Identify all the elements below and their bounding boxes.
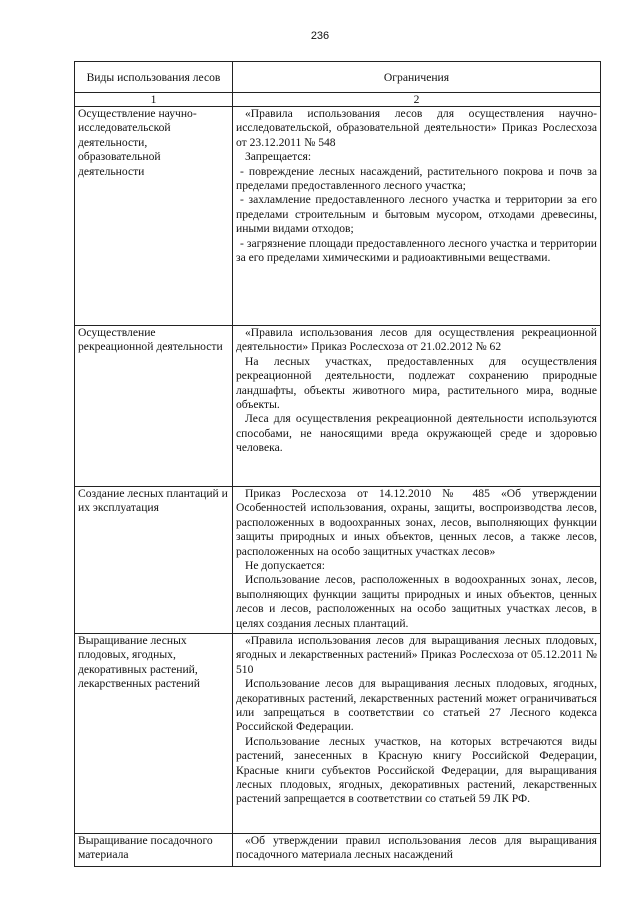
column-number-2: 2	[233, 93, 601, 107]
restriction-paragraph: Не допускается:	[245, 559, 325, 573]
page-number: 236	[310, 30, 330, 42]
restriction-cell	[233, 326, 601, 487]
restriction-paragraph: Использование лесов для выращивания лесных плодовых, ягодных, декоративных растений, лекарственных растений может ограничиваться или запрещаться в соответствии со статьей 27 Лесного кодекса Российской Федерации.	[236, 677, 597, 734]
table-row	[75, 107, 601, 326]
restriction-paragraph: Использование лесных участков, на которых встречаются виды растений, занесенных в Красную книгу Российской Федерации, Красные книги субъектов Российской Федерации, для выращивания лесных плодовых, ягодных, декоративных растений, лекарственных растений запрещается в соответствии со статьей 59 ЛК РФ.	[236, 734, 597, 806]
restriction-paragraph: Запрещается:	[245, 150, 312, 164]
restriction-paragraph: «Правила использования лесов для выращивания лесных плодовых, ягодных и лекарственных растений» Приказ Рослесхоза от 05.12.2011 № 510	[236, 634, 597, 676]
restriction-cell	[233, 834, 601, 867]
restriction-paragraph: «Правила использования лесов для осуществления научно-исследовательской, образовательной деятельности» Приказ Рослесхоза от 23.12.2011 № 548	[236, 107, 597, 149]
restriction-paragraph: Леса для осуществления рекреационной деятельности используются способами, не наносящими вреда окружающей среде и здоровью человека.	[236, 412, 597, 455]
use-type-cell: Осуществление научно-исследовательской деятельности, образовательной деятельности	[75, 107, 233, 326]
use-type-cell: Выращивание посадочного материала	[75, 834, 233, 867]
forest-use-restrictions-table	[74, 61, 601, 867]
column-number-row	[75, 93, 601, 107]
restriction-cell	[233, 487, 601, 634]
table-header-row	[75, 62, 601, 93]
restriction-paragraph: «Об утверждении правил использования лесов для выращивания посадочного материала лесных насаждений	[236, 834, 597, 862]
restriction-paragraph: Приказ Рослесхоза от 14.12.2010 № 485 «Об утверждении Особенностей использования, охраны, защиты, воспроизводства лесов, расположенных в водоохранных зонах, лесов, выполняющих функции защиты природных и иных объектов, ценных лесов, а также лесов, расположенных на особо защитных участках лесов»	[236, 487, 597, 558]
table-row	[75, 634, 601, 834]
restriction-cell	[233, 107, 601, 326]
column-number-1: 1	[75, 93, 233, 107]
header-restrictions: Ограничения	[233, 62, 601, 93]
restriction-paragraph: «Правила использования лесов для осуществления рекреационной деятельности» Приказ Рослесхоза от 21.02.2012 № 62	[236, 326, 597, 354]
table-row	[75, 487, 601, 634]
restriction-paragraph: - загрязнение площади предоставленного лесного участка и территории за его пределами химическими и радиоактивными веществами.	[236, 236, 597, 265]
restriction-paragraph: На лесных участках, предоставленных для осуществления рекреационной деятельности, подлежат сохранению природные ландшафты, объекты животного мира, растительного мира, водные объекты.	[236, 354, 597, 412]
table-row	[75, 834, 601, 867]
restriction-paragraph: Использование лесов, расположенных в водоохранных зонах, лесов, выполняющих функции защиты природных и иных объектов, ценных лесов и лесов, расположенных на особо защитных участках лесов, в целях создания лесных плантаций.	[236, 573, 597, 630]
header-forest-use-types: Виды использования лесов	[75, 62, 233, 93]
use-type-cell: Создание лесных плантаций и их эксплуатация	[75, 487, 233, 634]
use-type-cell: Выращивание лесных плодовых, ягодных, декоративных растений, лекарственных растений	[75, 634, 233, 834]
restriction-paragraph: - повреждение лесных насаждений, растительного покрова и почв за пределами предоставленного лесного участка;	[236, 164, 597, 193]
restriction-paragraph: - захламление предоставленного лесного участка и территории за его пределами строительным и бытовым мусором, отходами древесины, иными видами отходов;	[236, 193, 597, 236]
table-row	[75, 326, 601, 487]
restriction-cell	[233, 634, 601, 834]
use-type-cell: Осуществление рекреационной деятельности	[75, 326, 233, 487]
